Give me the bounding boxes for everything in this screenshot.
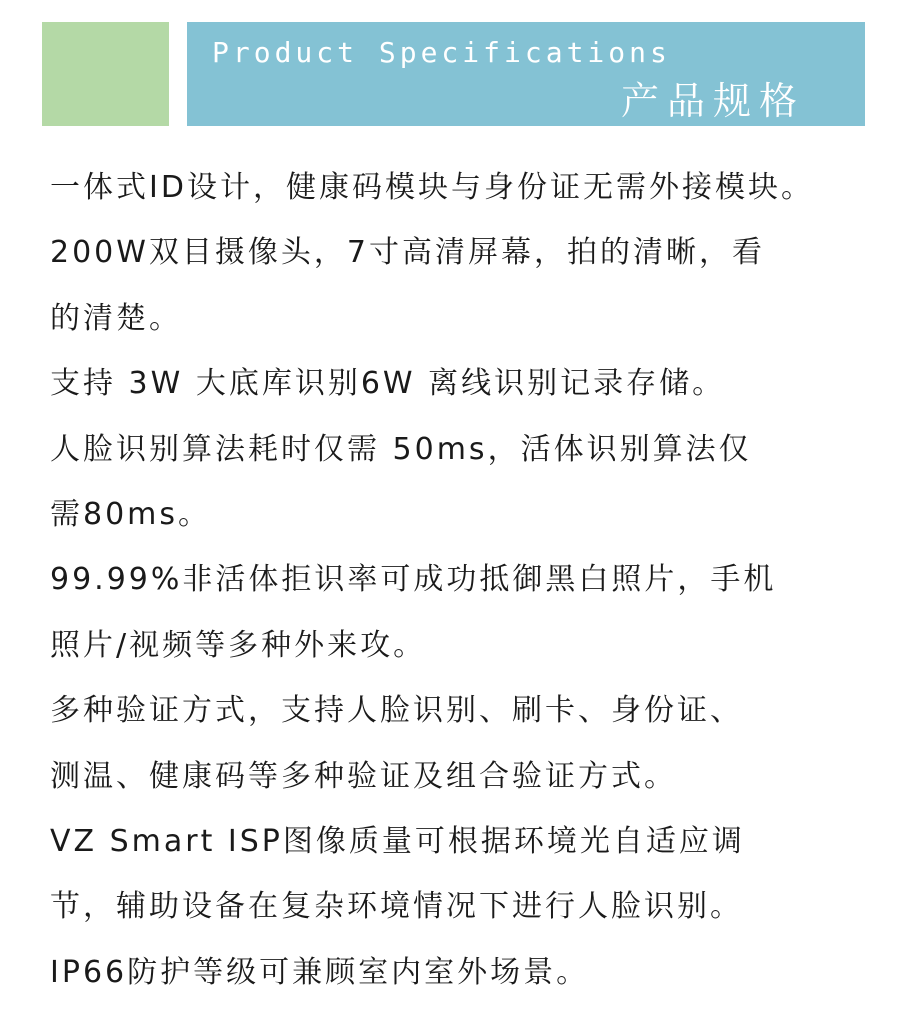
spec-line: 200W双目摄像头，7寸高清屏幕，拍的清晰，看 <box>50 235 766 271</box>
header-title-en: Product Specifications <box>212 36 671 69</box>
spec-line: 节，辅助设备在复杂环境情况下进行人脸识别。 <box>50 889 743 925</box>
spec-line: 的清楚。 <box>50 300 182 336</box>
spec-line: 99.99%非活体拒识率可成功抵御黑白照片，手机 <box>50 562 777 598</box>
spec-line: 照片/视频等多种外来攻。 <box>50 627 427 663</box>
accent-block <box>42 22 169 126</box>
header-title-cn: 产品规格 <box>620 79 805 123</box>
header-banner <box>187 22 865 126</box>
spec-line: 多种验证方式，支持人脸识别、刷卡、身份证、 <box>50 693 743 729</box>
spec-line: 人脸识别算法耗时仅需 50ms，活体识别算法仅 <box>50 431 752 467</box>
spec-line: IP66防护等级可兼顾室内室外场景。 <box>50 954 590 990</box>
spec-line: 需80ms。 <box>50 496 212 532</box>
spec-line: 支持 3W 大底库识别6W 离线识别记录存储。 <box>50 366 726 402</box>
spec-list <box>50 155 880 1005</box>
spec-line: VZ Smart ISP图像质量可根据环境光自适应调 <box>50 823 745 859</box>
spec-line: 测温、健康码等多种验证及组合验证方式。 <box>50 758 677 794</box>
spec-line: 一体式ID设计，健康码模块与身份证无需外接模块。 <box>50 170 814 205</box>
